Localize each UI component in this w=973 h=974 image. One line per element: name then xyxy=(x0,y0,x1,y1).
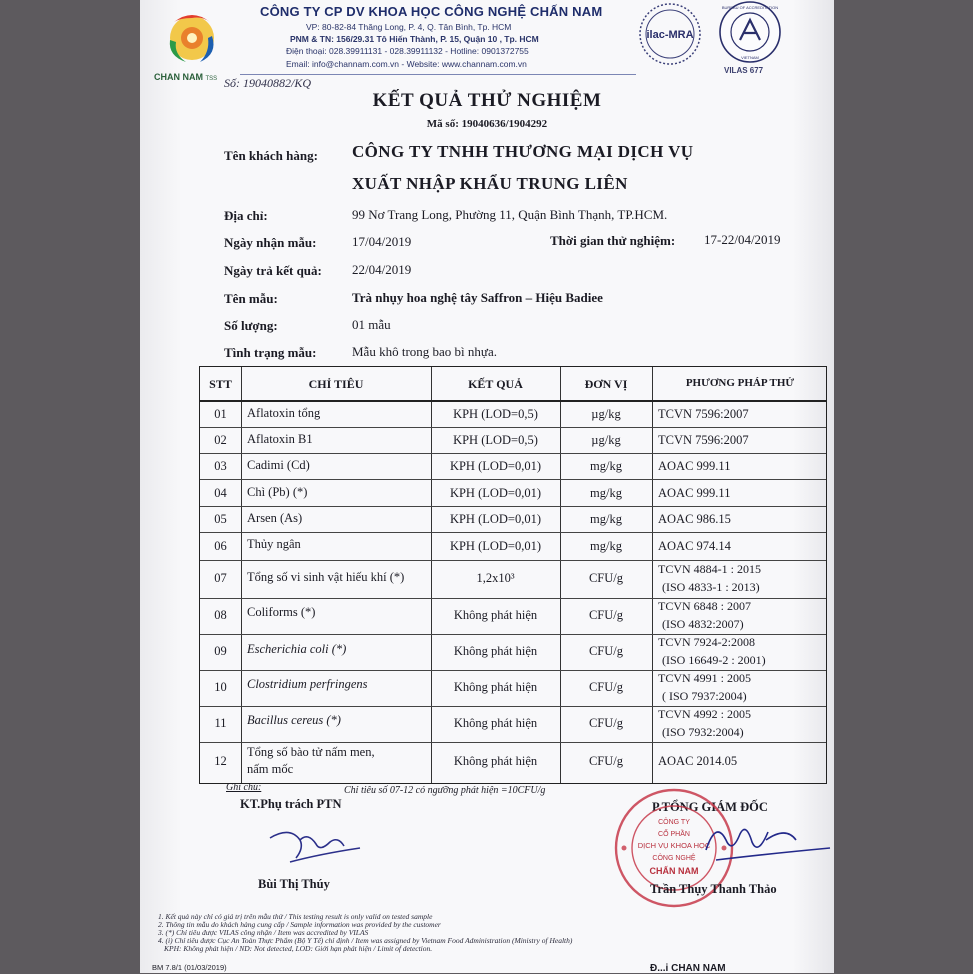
quantity-label: Số lượng: xyxy=(224,318,278,333)
boa-seal-country: VIETNAM xyxy=(741,55,759,60)
row-method: AOAC 974.14 xyxy=(658,539,731,553)
row-unit: CFU/g xyxy=(588,754,624,768)
received-date-label: Ngày nhận mẫu: xyxy=(224,235,317,250)
header-stt: STT xyxy=(209,377,232,391)
row-result: KPH (LOD=0,01) xyxy=(449,486,542,500)
row-stt: 07 xyxy=(214,571,227,585)
return-date-value: 22/04/2019 xyxy=(352,262,412,277)
footnote-5: KPH: Không phát hiện / ND: Not detected, LOD: Giới hạn phát hiện / Limit of detection. xyxy=(164,944,433,953)
stamp-line1: CÔNG TY xyxy=(658,819,690,826)
document-number: Số: 19040882/KQ xyxy=(224,76,311,90)
row-divider xyxy=(200,560,826,561)
sample-state-value: Mẫu khô trong bao bì nhựa. xyxy=(352,344,497,359)
vilas-label: VILAS 677 xyxy=(724,66,764,75)
row-indicator: Tổng số bào tử nấm men, xyxy=(247,745,375,759)
row-stt: 08 xyxy=(214,608,227,622)
row-indicator: Coliforms (*) xyxy=(247,605,316,619)
row-result: Không phát hiện xyxy=(453,680,538,694)
note-text: Chỉ tiêu số 07-12 có ngưỡng phát hiện =10CFU/g xyxy=(344,785,546,796)
row-indicator: Aflatoxin tổng xyxy=(247,406,321,420)
row-result: Không phát hiện xyxy=(453,754,538,768)
phone-line: Điện thoại: 028.39911131 - 028.39911132 - Hotline: 0901372755 xyxy=(286,46,529,56)
test-time-value: 17-22/04/2019 xyxy=(704,232,781,247)
sample-state-label: Tình trạng mẫu: xyxy=(224,345,317,360)
row-divider xyxy=(200,427,826,428)
row-method: TCVN 4992 : 2005 xyxy=(658,707,751,721)
form-reference: BM 7.8/1 (01/03/2019) xyxy=(152,963,227,972)
row-result: KPH (LOD=0,01) xyxy=(449,539,542,553)
row-method: AOAC 999.11 xyxy=(658,459,731,473)
row-unit: µg/kg xyxy=(591,433,621,447)
office-address: VP: 80-82-84 Thăng Long, P. 4, Q. Tân Bình, Tp. HCM xyxy=(306,22,512,32)
row-unit: CFU/g xyxy=(588,571,624,585)
row-divider xyxy=(200,742,826,743)
row-method: TCVN 4884-1 : 2015 xyxy=(658,562,761,576)
footnote-4: 4. (i) Chỉ tiêu được Cục An Toàn Thực Phẩm (Bộ Y Tế) chỉ định / Item was assigned by Vietnam Food Administration (Ministry of Health) xyxy=(158,936,573,945)
test-time-label: Thời gian thử nghiệm: xyxy=(550,233,676,248)
row-stt: 02 xyxy=(214,433,227,447)
row-unit: mg/kg xyxy=(590,486,622,500)
row-method: TCVN 6848 : 2007 xyxy=(658,599,751,613)
row-indicator: Thủy ngân xyxy=(247,537,301,551)
col-divider xyxy=(241,367,242,783)
footnote-2: 2. Thông tin mẫu do khách hàng cung cấp / Sample information was provided by the customer xyxy=(158,920,441,929)
customer-name-line2: XUẤT NHẬP KHẨU TRUNG LIÊN xyxy=(352,174,628,193)
row-indicator: Bacillus cereus (*) xyxy=(247,713,341,727)
ilac-mra-logo xyxy=(638,2,702,66)
row-stt: 04 xyxy=(214,486,227,500)
ilac-mra-label: ilac-MRA xyxy=(646,29,694,41)
header-result: KẾT QUẢ xyxy=(468,377,523,391)
boa-seal-text: BUREAU OF ACCREDITATION xyxy=(721,5,779,10)
header-unit: ĐƠN VỊ xyxy=(584,377,628,391)
left-signature-icon xyxy=(260,818,370,870)
bottom-right-text: Đ...i CHAN NAM xyxy=(650,963,726,974)
row-indicator: Clostridium perfringens xyxy=(247,677,368,691)
row-stt: 05 xyxy=(214,512,227,526)
row-indicator: Arsen (As) xyxy=(247,511,303,525)
row-divider xyxy=(200,479,826,480)
row-unit: CFU/g xyxy=(588,680,624,694)
row-method: TCVN 4991 : 2005 xyxy=(658,671,751,685)
company-name: CÔNG TY CP DV KHOA HỌC CÔNG NGHỆ CHẤN NAM xyxy=(260,4,603,19)
row-stt: 01 xyxy=(214,407,227,421)
row-indicator: Chì (Pb) (*) xyxy=(247,485,308,499)
lab-address: PNM & TN: 156/29.31 Tô Hiến Thành, P. 15, Quận 10 , Tp. HCM xyxy=(290,34,539,44)
row-stt: 09 xyxy=(214,644,227,658)
header-divider-row xyxy=(200,400,826,402)
row-result: Không phát hiện xyxy=(453,608,538,622)
stamp-line5: CHẤN NAM xyxy=(649,866,699,876)
received-date-value: 17/04/2019 xyxy=(352,234,412,249)
document-code: Mã số: 19040636/1904292 xyxy=(426,118,548,130)
customer-name-line1: CÔNG TY TNHH THƯƠNG MẠI DỊCH VỤ xyxy=(352,142,694,161)
row-stt: 11 xyxy=(214,716,227,730)
row-indicator: Aflatoxin B1 xyxy=(247,432,313,446)
row-stt: 03 xyxy=(214,459,227,473)
header-method: PHƯƠNG PHÁP THỬ xyxy=(685,377,795,389)
row-stt: 12 xyxy=(214,754,227,768)
return-date-label: Ngày trả kết quả: xyxy=(224,263,322,278)
row-divider xyxy=(200,506,826,507)
customer-label: Tên khách hàng: xyxy=(224,148,318,163)
row-unit: mg/kg xyxy=(590,512,622,526)
row-stt: 06 xyxy=(214,539,227,553)
row-indicator-cont: nấm mốc xyxy=(247,762,294,776)
right-signature-icon xyxy=(696,810,836,870)
address-value: 99 Nơ Trang Long, Phường 11, Quận Bình Thạnh, TP.HCM. xyxy=(352,207,668,222)
row-unit: mg/kg xyxy=(590,459,622,473)
row-method: AOAC 999.11 xyxy=(658,486,731,500)
left-signer-title: KT.Phụ trách PTN xyxy=(240,797,342,811)
chan-nam-logo xyxy=(156,6,226,66)
row-result: Không phát hiện xyxy=(453,644,538,658)
right-signer-title: P.TỔNG GIÁM ĐỐC xyxy=(652,800,768,814)
quantity-value: 01 mẫu xyxy=(352,317,391,332)
row-result: 1,2x10³ xyxy=(476,571,515,585)
header-divider xyxy=(240,74,636,75)
address-label: Địa chỉ: xyxy=(224,208,268,223)
row-method-iso: (ISO 7932:2004) xyxy=(662,725,744,739)
footnote-1: 1. Kết quả này chỉ có giá trị trên mẫu thử / This testing result is only valid on tested sample xyxy=(158,912,433,921)
row-method-iso: (ISO 4833-1 : 2013) xyxy=(662,580,760,594)
row-divider xyxy=(200,453,826,454)
row-result: KPH (LOD=0,5) xyxy=(453,407,538,421)
boa-seal-logo xyxy=(712,0,788,64)
row-indicator: Cadimi (Cd) xyxy=(247,458,310,472)
row-result: KPH (LOD=0,5) xyxy=(453,433,538,447)
row-result: KPH (LOD=0,01) xyxy=(449,459,542,473)
row-stt: 10 xyxy=(214,680,227,694)
row-method: TCVN 7596:2007 xyxy=(658,433,749,447)
row-unit: CFU/g xyxy=(588,644,624,658)
row-divider xyxy=(200,532,826,533)
row-method-iso: (ISO 16649-2 : 2001) xyxy=(662,653,766,667)
row-unit: mg/kg xyxy=(590,539,622,553)
stamp-line4: CÔNG NGHỆ xyxy=(652,855,696,862)
document-title: KẾT QUẢ THỬ NGHIỆM xyxy=(372,90,602,111)
row-method-iso: (ISO 4832:2007) xyxy=(662,617,744,631)
row-method: AOAC 986.15 xyxy=(658,512,731,526)
row-method: AOAC 2014.05 xyxy=(658,754,738,768)
row-method: TCVN 7924-2:2008 xyxy=(658,635,755,649)
row-unit: CFU/g xyxy=(588,716,624,730)
stamp-line2: CỔ PHẦN xyxy=(658,831,690,838)
sample-name-value: Trà nhụy hoa nghệ tây Saffron – Hiệu Badiee xyxy=(352,290,603,305)
row-method: TCVN 7596:2007 xyxy=(658,407,749,421)
row-unit: CFU/g xyxy=(588,608,624,622)
row-unit: µg/kg xyxy=(591,407,621,421)
note-label: Ghi chú: xyxy=(226,782,262,793)
sample-name-label: Tên mẫu: xyxy=(224,291,278,306)
row-indicator: Tổng số vi sinh vật hiếu khí (*) xyxy=(247,570,405,584)
results-table xyxy=(199,366,827,784)
row-method-iso: ( ISO 7937:2004) xyxy=(662,689,747,703)
row-result: Không phát hiện xyxy=(453,716,538,730)
footnote-3: 3. (*) Chỉ tiêu được VILAS công nhận / Item was accredited by VILAS xyxy=(158,928,369,937)
email-line: Email: info@channam.com.vn - Website: www.channam.com.vn xyxy=(286,59,527,69)
col-divider xyxy=(652,367,653,783)
left-signer-name: Bùi Thị Thúy xyxy=(258,877,330,891)
document-page xyxy=(140,0,834,973)
row-result: KPH (LOD=0,01) xyxy=(449,512,542,526)
right-signer-name: Trần Thụy Thanh Thảo xyxy=(650,882,777,896)
header-indicator: CHỈ TIÊU xyxy=(308,377,364,391)
logo-caption: CHAN NAM TSS xyxy=(154,72,218,82)
row-indicator: Escherichia coli (*) xyxy=(247,642,347,656)
stamp-line3: DỊCH VỤ KHOA HỌC xyxy=(637,841,711,850)
